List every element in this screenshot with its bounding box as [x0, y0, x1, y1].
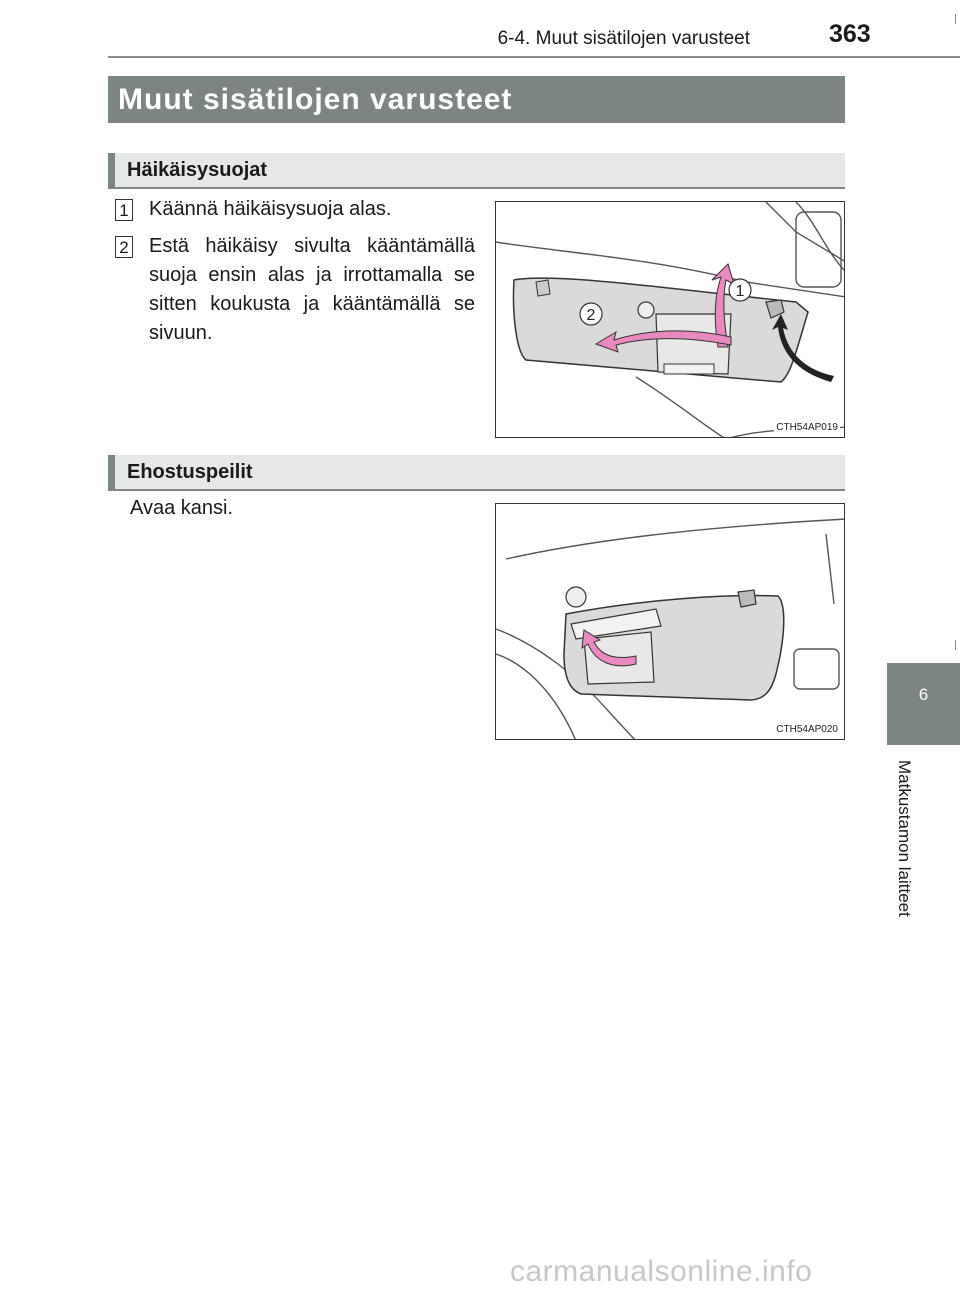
step-2: [115, 232, 475, 348]
sun-visor-illustration: [496, 202, 845, 438]
vanity-mirror-illustration: [496, 504, 845, 740]
header-rule: [108, 56, 960, 58]
callout-1-label: 1: [735, 283, 745, 300]
chapter-tab: 6: [887, 663, 960, 745]
chapter-label: Matkustamon laitteet: [895, 760, 914, 917]
callout-2-label: 2: [586, 307, 596, 324]
figure-code: CTH54AP019: [776, 422, 838, 433]
section-heading-sun-visors: Häikäisysuojat: [108, 153, 845, 189]
page-title: Muut sisätilojen varusteet: [108, 76, 845, 123]
figure-vanity-mirror: [495, 503, 845, 740]
crop-mark: [955, 14, 956, 24]
step-1: [115, 195, 475, 224]
step-number: 1: [115, 199, 133, 221]
step-text: Käännä häikäisysuoja alas.: [149, 198, 392, 220]
step-text: Estä häikäisy sivulta kääntämällä suoja ensin alas ja irrottamalla se sitten koukusta ja kääntämällä se sivuun.: [149, 235, 475, 344]
page-number: 363: [829, 20, 871, 48]
section-heading-vanity-mirrors: Ehostuspeilit: [108, 455, 845, 491]
step-number: 2: [115, 236, 133, 258]
instruction-text: Avaa kansi.: [130, 497, 234, 519]
crop-mark: [955, 640, 956, 650]
figure-code: CTH54AP020: [776, 724, 838, 735]
section-path: 6-4. Muut sisätilojen varusteet: [497, 28, 750, 49]
figure-sun-visor: [495, 201, 845, 438]
watermark: carmanualsonline.info: [510, 1255, 813, 1288]
